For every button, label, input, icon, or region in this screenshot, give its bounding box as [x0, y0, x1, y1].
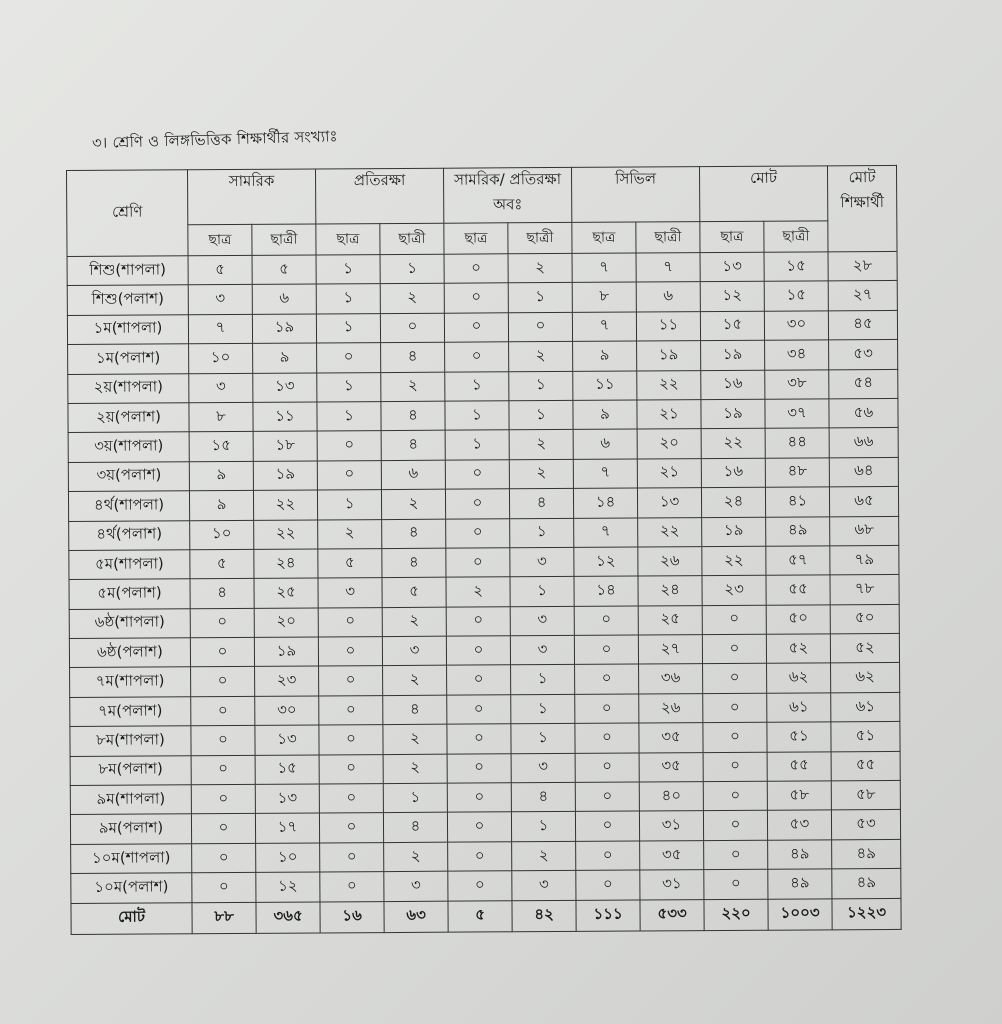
value-cell: ০	[447, 783, 511, 813]
value-cell: ১৭	[255, 813, 319, 843]
value-cell: ৪	[382, 548, 446, 578]
value-cell: ০	[448, 871, 512, 901]
value-cell: ২০	[254, 608, 318, 638]
value-cell: ১৯	[701, 340, 765, 370]
value-cell: ১৮	[253, 431, 317, 461]
value-cell: ০	[380, 313, 444, 343]
value-cell: ১৪	[574, 576, 638, 606]
value-cell: ৩০	[255, 696, 319, 726]
value-cell: ৩১	[640, 870, 704, 900]
value-cell: ১৩	[255, 725, 319, 755]
value-cell: ০	[320, 842, 384, 872]
class-name-cell: মোট	[71, 902, 192, 934]
value-cell: ৩৫	[640, 840, 704, 870]
value-cell: ১	[380, 254, 444, 284]
value-cell: ০	[703, 722, 767, 752]
value-cell: ৪৯	[832, 839, 901, 869]
value-cell: ৬	[573, 429, 637, 459]
value-cell: ৪	[381, 401, 445, 431]
value-cell: ০	[447, 753, 511, 783]
value-cell: ০	[190, 608, 254, 638]
value-cell: ৩৫	[639, 723, 703, 753]
value-cell: ৪৯	[766, 516, 830, 546]
value-cell: ২২	[254, 519, 318, 549]
value-cell: ৬১	[767, 693, 831, 723]
header-gender-row	[67, 220, 897, 256]
value-cell: ০	[191, 814, 255, 844]
value-cell: ২২	[702, 546, 766, 576]
value-cell: ০	[319, 754, 383, 784]
class-name-cell: ১০ম(শাপলা)	[71, 844, 192, 874]
class-name-cell: ৩য়(পলাশ)	[68, 461, 189, 491]
value-cell: ১২	[574, 547, 638, 577]
value-cell: ০	[445, 342, 509, 372]
total-row	[71, 898, 901, 934]
value-cell: ০	[318, 607, 382, 637]
value-cell: ৩	[510, 635, 574, 665]
value-cell: ৩	[510, 606, 574, 636]
class-name-cell: ৬ষ্ঠ(পলাশ)	[69, 638, 190, 668]
value-cell: ৫৮	[767, 781, 831, 811]
value-cell: ২৬	[638, 547, 702, 577]
value-cell: ১০	[190, 520, 254, 550]
value-cell: ২	[318, 519, 382, 549]
value-cell: ৫৩	[829, 340, 898, 370]
value-cell: ৬২	[767, 663, 831, 693]
value-cell: ১	[316, 313, 380, 343]
value-cell: ০	[191, 696, 255, 726]
value-cell: ০	[191, 755, 255, 785]
value-cell: ১১	[573, 371, 637, 401]
value-cell: ১	[317, 372, 381, 402]
class-name-cell: ৭ম(পলাশ)	[70, 697, 191, 727]
value-cell: ০	[317, 343, 381, 373]
value-cell: ৫২	[830, 633, 899, 663]
value-cell: ০	[318, 637, 382, 667]
value-cell: ০	[575, 723, 639, 753]
value-cell: ৪	[382, 519, 446, 549]
value-cell: ১	[511, 812, 575, 842]
value-cell: ০	[191, 784, 255, 814]
value-cell: ২	[383, 666, 447, 696]
value-cell: ৩১	[639, 811, 703, 841]
value-cell: ৫৬	[829, 398, 898, 428]
value-cell: ৪	[381, 431, 445, 461]
value-cell: ০	[575, 694, 639, 724]
group-header-total: মোট	[699, 166, 827, 222]
value-cell: ৫	[318, 548, 382, 578]
table-body	[67, 251, 901, 934]
value-cell: ১৪	[573, 488, 637, 518]
value-cell: ৪	[383, 695, 447, 725]
value-cell: ৪৯	[768, 840, 832, 870]
value-cell: ০	[446, 636, 510, 666]
value-cell: ৪৪	[765, 428, 829, 458]
value-cell: ০	[702, 634, 766, 664]
class-name-cell: ৯ম(পলাশ)	[70, 814, 191, 844]
value-cell: ৮	[189, 402, 253, 432]
value-cell: ২৬	[639, 693, 703, 723]
value-cell: ১৯	[637, 341, 701, 371]
value-cell: ৩৬৫	[256, 902, 320, 933]
value-cell: ২২	[253, 490, 317, 520]
value-cell: ৩৭	[765, 399, 829, 429]
value-cell: ১	[317, 402, 381, 432]
female-header: ছাত্রী	[380, 223, 444, 254]
value-cell: ১০	[189, 344, 253, 374]
value-cell: ৩	[510, 547, 574, 577]
value-cell: ০	[317, 431, 381, 461]
class-name-cell: শিশু(শাপলা)	[67, 256, 188, 286]
value-cell: ১৬	[320, 901, 384, 932]
value-cell: ০	[319, 725, 383, 755]
value-cell: ১৯	[253, 461, 317, 491]
value-cell: ০	[319, 813, 383, 843]
value-cell: ০	[702, 605, 766, 635]
value-cell: ৪০	[639, 782, 703, 812]
value-cell: ১৫	[255, 755, 319, 785]
value-cell: ৬৬	[829, 428, 898, 458]
value-cell: ০	[445, 489, 509, 519]
value-cell: ২	[380, 284, 444, 314]
value-cell: ২৭	[638, 635, 702, 665]
value-cell: ০	[575, 664, 639, 694]
value-cell: ৫৪	[829, 369, 898, 399]
value-cell: ২২	[701, 429, 765, 459]
value-cell: ১২	[256, 872, 320, 902]
value-cell: ০	[574, 606, 638, 636]
value-cell: ৩	[318, 578, 382, 608]
value-cell: ১৫	[700, 311, 764, 341]
value-cell: ৬৮	[830, 516, 899, 546]
value-cell: ৫২	[766, 634, 830, 664]
class-name-cell: ৬ষ্ঠ(শাপলা)	[69, 608, 190, 638]
value-cell: ২৫	[254, 578, 318, 608]
value-cell: ০	[447, 665, 511, 695]
value-cell: ২২	[637, 370, 701, 400]
value-cell: ৫	[448, 900, 512, 931]
group-header-military: সামরিক	[188, 169, 316, 225]
value-cell: ৩০	[764, 311, 828, 341]
value-cell: ১৩	[637, 488, 701, 518]
value-cell: ৪৮	[765, 458, 829, 488]
value-cell: ৭	[573, 459, 637, 489]
value-cell: ৫১	[767, 722, 831, 752]
value-cell: ৭	[188, 314, 252, 344]
value-cell: ২	[383, 754, 447, 784]
value-cell: ২৭	[828, 281, 897, 311]
class-name-cell: ৫ম(পলাশ)	[69, 579, 190, 609]
student-count-table	[66, 165, 902, 935]
value-cell: ২১	[637, 458, 701, 488]
value-cell: ৩৬	[639, 664, 703, 694]
male-header: ছাত্র	[444, 223, 508, 254]
value-cell: ২	[509, 342, 573, 372]
value-cell: ৬	[252, 284, 316, 314]
value-cell: ০	[703, 811, 767, 841]
value-cell: ০	[444, 254, 508, 284]
value-cell: ১৫	[189, 432, 253, 462]
male-header: ছাত্র	[700, 221, 764, 252]
value-cell: ৪১	[765, 487, 829, 517]
value-cell: ৫	[382, 577, 446, 607]
value-cell: ৪৯	[768, 869, 832, 899]
value-cell: ১৯	[701, 399, 765, 429]
value-cell: ৬৫	[829, 487, 898, 517]
value-cell: ১	[316, 255, 380, 285]
value-cell: ৪	[190, 579, 254, 609]
value-cell: ৩	[382, 636, 446, 666]
value-cell: ২১	[637, 400, 701, 430]
value-cell: ৯	[573, 341, 637, 371]
value-cell: ০	[444, 313, 508, 343]
value-cell: ২	[384, 842, 448, 872]
value-cell: ৩৮	[765, 369, 829, 399]
value-cell: ১০০৩	[768, 898, 832, 929]
value-cell: ১	[510, 518, 574, 548]
value-cell: ৫	[252, 255, 316, 285]
value-cell: ৪	[509, 489, 573, 519]
value-cell: ৬	[381, 460, 445, 490]
value-cell: ২৫	[638, 605, 702, 635]
value-cell: ০	[704, 869, 768, 899]
value-cell: ৫৩	[831, 810, 900, 840]
value-cell: ৫৩৩	[640, 899, 704, 930]
value-cell: ৯	[253, 343, 317, 373]
class-name-cell: ১ম(শাপলা)	[67, 315, 188, 345]
female-header: ছাত্রী	[764, 221, 828, 252]
value-cell: ১৬	[701, 458, 765, 488]
value-cell: ২২০	[704, 899, 768, 930]
value-cell: ০	[575, 753, 639, 783]
value-cell: ১২২৩	[832, 898, 901, 929]
value-cell: ২	[512, 841, 576, 871]
value-cell: ০	[446, 518, 510, 548]
value-cell: ৩	[188, 285, 252, 315]
value-cell: ১৫	[764, 252, 828, 282]
value-cell: ১১	[253, 402, 317, 432]
value-cell: ১৬	[701, 370, 765, 400]
value-cell: ০	[574, 635, 638, 665]
class-name-cell: ৮ম(শাপলা)	[70, 726, 191, 756]
value-cell: ০	[576, 841, 640, 871]
value-cell: ০	[446, 606, 510, 636]
value-cell: ১৩	[700, 252, 764, 282]
value-cell: ১	[508, 283, 572, 313]
value-cell: ৪	[511, 782, 575, 812]
group-header-defence: প্রতিরক্ষা	[315, 168, 443, 224]
value-cell: ২৪	[638, 576, 702, 606]
value-cell: ৭	[572, 312, 636, 342]
value-cell: ২	[381, 372, 445, 402]
class-name-cell: ১ম(পলাশ)	[68, 344, 189, 374]
value-cell: ৫৩	[767, 810, 831, 840]
class-name-cell: ৪র্থ(শাপলা)	[68, 491, 189, 521]
value-cell: ২৩	[255, 666, 319, 696]
value-cell: ০	[704, 840, 768, 870]
value-cell: ০	[192, 873, 256, 903]
class-name-cell: ২য়(শাপলা)	[68, 373, 189, 403]
value-cell: ০	[575, 782, 639, 812]
female-header: ছাত্রী	[252, 224, 316, 255]
value-cell: ৬৪	[829, 457, 898, 487]
value-cell: ১	[445, 430, 509, 460]
group-header-retired: সামরিক/ প্রতিরক্ষা অবঃ	[443, 167, 571, 223]
value-cell: ৩৪	[765, 340, 829, 370]
value-cell: ১১১	[576, 900, 640, 931]
value-cell: ১৫	[764, 281, 828, 311]
value-cell: ২২	[638, 517, 702, 547]
class-name-cell: ১০ম(পলাশ)	[71, 873, 192, 903]
class-name-cell: ৮ম(পলাশ)	[70, 755, 191, 785]
value-cell: ৩	[189, 373, 253, 403]
class-name-cell: ৩য়(শাপলা)	[68, 432, 189, 462]
value-cell: ০	[448, 842, 512, 872]
value-cell: ০	[320, 872, 384, 902]
value-cell: ০	[317, 460, 381, 490]
value-cell: ৮	[572, 282, 636, 312]
value-cell: ৫৫	[766, 575, 830, 605]
value-cell: ০	[192, 843, 256, 873]
value-cell: ১	[316, 284, 380, 314]
value-cell: ১	[511, 665, 575, 695]
value-cell: ১	[511, 724, 575, 754]
value-cell: ১০	[256, 843, 320, 873]
value-cell: ৩	[511, 753, 575, 783]
value-cell: ১	[509, 400, 573, 430]
value-cell: ২০	[637, 429, 701, 459]
value-cell: ১৯	[254, 637, 318, 667]
value-cell: ৫০	[830, 604, 899, 634]
value-cell: ০	[447, 695, 511, 725]
value-cell: ২	[509, 459, 573, 489]
group-header-civil: সিভিল	[571, 167, 699, 223]
female-header: ছাত্রী	[508, 222, 572, 253]
value-cell: ৩	[384, 871, 448, 901]
value-cell: ৬২	[831, 663, 900, 693]
value-cell: ২	[382, 607, 446, 637]
value-cell: ১৩	[255, 784, 319, 814]
value-cell: ১১	[636, 311, 700, 341]
value-cell: ৬	[636, 282, 700, 312]
class-name-cell: ২য়(পলাশ)	[68, 403, 189, 433]
value-cell: ০	[444, 283, 508, 313]
value-cell: ৯	[189, 461, 253, 491]
value-cell: ৫০	[766, 605, 830, 635]
class-name-cell: ৪র্থ(পলাশ)	[69, 520, 190, 550]
value-cell: ০	[191, 667, 255, 697]
value-cell: ১	[509, 371, 573, 401]
value-cell: ০	[319, 695, 383, 725]
value-cell: ৭৮	[830, 575, 899, 605]
value-cell: ২	[508, 253, 572, 283]
value-cell: ৯	[573, 400, 637, 430]
value-cell: ২৮	[828, 251, 897, 281]
value-cell: ৭	[572, 253, 636, 283]
value-cell: ৪	[383, 813, 447, 843]
value-cell: ০	[319, 784, 383, 814]
class-name-cell: শিশু(পলাশ)	[67, 285, 188, 315]
value-cell: ০	[703, 752, 767, 782]
class-name-cell: ৭ম(শাপলা)	[70, 667, 191, 697]
value-cell: ০	[446, 548, 510, 578]
value-cell: ৭	[574, 518, 638, 548]
value-cell: ১৯	[252, 314, 316, 344]
female-header: ছাত্রী	[636, 222, 700, 253]
value-cell: ২	[509, 430, 573, 460]
section-title: ৩। শ্রেণি ও লিঙ্গভিত্তিক শিক্ষার্থীর সংখ্যাঃ	[91, 127, 338, 152]
value-cell: ৭	[636, 253, 700, 283]
value-cell: ২	[446, 577, 510, 607]
value-cell: ৫৭	[766, 546, 830, 576]
value-cell: ১	[317, 490, 381, 520]
value-cell: ৬৩	[384, 901, 448, 932]
class-column-header: শ্রেণি	[67, 170, 189, 257]
value-cell: ১	[383, 783, 447, 813]
value-cell: ০	[445, 460, 509, 490]
value-cell: ৫১	[831, 722, 900, 752]
value-cell: ৩	[512, 871, 576, 901]
value-cell: ৭৯	[830, 545, 899, 575]
value-cell: ৫	[188, 255, 252, 285]
value-cell: ৫৮	[831, 780, 900, 810]
value-cell: ২৩	[702, 576, 766, 606]
value-cell: ১	[511, 694, 575, 724]
class-name-cell: ৯ম(শাপলা)	[70, 785, 191, 815]
value-cell: ০	[191, 726, 255, 756]
male-header: ছাত্র	[188, 224, 252, 255]
value-cell: ৪৫	[828, 310, 897, 340]
value-cell: ১২	[700, 282, 764, 312]
grand-total-header: মোট শিক্ষার্থী	[827, 165, 897, 251]
value-cell: ০	[703, 664, 767, 694]
value-cell: ১৩	[253, 373, 317, 403]
header-group-row	[67, 165, 897, 225]
value-cell: ৬১	[831, 692, 900, 722]
male-header: ছাত্র	[316, 224, 380, 255]
value-cell: ৫	[190, 549, 254, 579]
value-cell: ২	[383, 724, 447, 754]
value-cell: ০	[447, 812, 511, 842]
value-cell: ৮৮	[192, 902, 256, 933]
male-header: ছাত্র	[572, 222, 636, 253]
class-name-cell: ৫ম(শাপলা)	[69, 550, 190, 580]
value-cell: ০	[508, 312, 572, 342]
value-cell: ২	[381, 489, 445, 519]
value-cell: ২৪	[701, 487, 765, 517]
value-cell: ৯	[189, 490, 253, 520]
value-cell: ১	[510, 577, 574, 607]
value-cell: ২৪	[254, 549, 318, 579]
value-cell: ০	[575, 811, 639, 841]
value-cell: ৪২	[512, 900, 576, 931]
value-cell: ০	[190, 637, 254, 667]
value-cell: ৪৯	[832, 869, 901, 899]
value-cell: ০	[447, 724, 511, 754]
value-cell: ০	[703, 781, 767, 811]
value-cell: ১৯	[702, 517, 766, 547]
value-cell: ৩৫	[639, 752, 703, 782]
value-cell: ০	[703, 693, 767, 723]
value-cell: ১	[445, 371, 509, 401]
value-cell: ৪	[381, 342, 445, 372]
value-cell: ০	[319, 666, 383, 696]
value-cell: ৫৫	[831, 751, 900, 781]
value-cell: ৫৫	[767, 751, 831, 781]
value-cell: ০	[576, 870, 640, 900]
value-cell: ১	[445, 401, 509, 431]
